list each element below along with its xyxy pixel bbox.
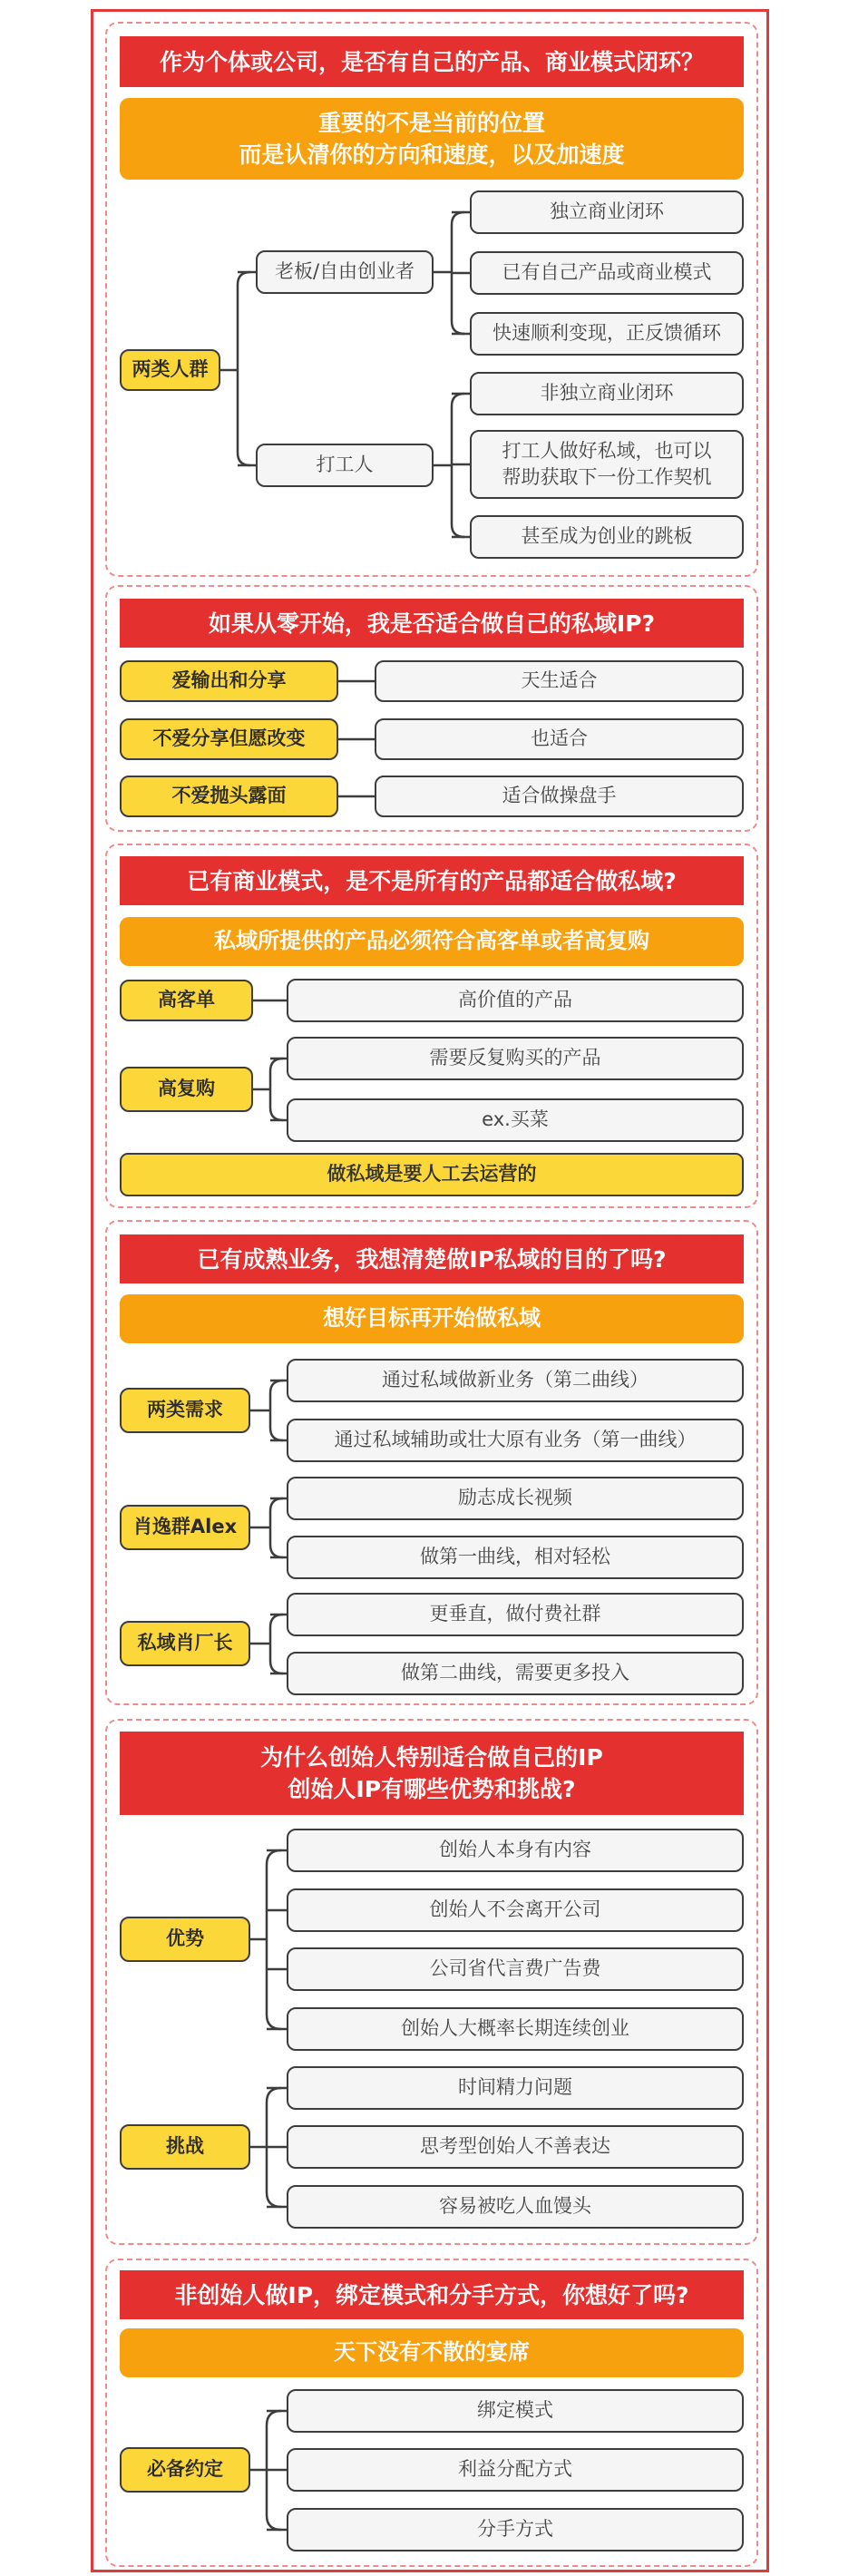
leaf-binding-mode: 绑定模式 xyxy=(287,2389,744,2433)
leaf-serial-entrepreneur: 创始人大概率长期连续创业 xyxy=(287,2007,744,2051)
section-3-title: 已有商业模式，是不是所有的产品都适合做私域? xyxy=(120,856,744,905)
section-2-title: 如果从零开始，我是否适合做自己的私域IP? xyxy=(120,599,744,648)
leaf-buy-groceries: ex.买菜 xyxy=(287,1098,744,1142)
value-born-fit: 天生适合 xyxy=(375,660,744,702)
label-love-sharing: 爱输出和分享 xyxy=(120,660,338,702)
leaf-repeat-purchase: 需要反复购买的产品 xyxy=(287,1037,744,1080)
label-camera-shy: 不爱抛头露面 xyxy=(120,776,338,817)
node-two-needs: 两类需求 xyxy=(120,1388,250,1433)
leaf-profit-sharing: 利益分配方式 xyxy=(287,2448,744,2492)
section-1-subtitle-line2: 而是认清你的方向和速度，以及加速度 xyxy=(239,141,625,168)
node-alex: 肖逸群Alex xyxy=(120,1505,250,1550)
leaf-founder-content: 创始人本身有内容 xyxy=(287,1829,744,1872)
value-also-fit: 也适合 xyxy=(375,718,744,760)
section-6-subtitle: 天下没有不散的宴席 xyxy=(120,2328,744,2377)
value-operator-fit: 适合做操盘手 xyxy=(375,776,744,817)
node-required-agreement: 必备约定 xyxy=(120,2447,250,2493)
leaf-fast-monetize: 快速顺利变现，正反馈循环 xyxy=(470,312,744,356)
leaf-paid-community: 更垂直，做付费社群 xyxy=(287,1593,744,1636)
section-1-subtitle-line1: 重要的不是当前的位置 xyxy=(317,110,545,136)
leaf-non-independent: 非独立商业闭环 xyxy=(470,372,744,415)
section-6-title: 非创始人做IP，绑定模式和分手方式，你想好了吗? xyxy=(120,2270,744,2319)
branch-employee: 打工人 xyxy=(256,444,434,487)
leaf-own-product: 已有自己产品或商业模式 xyxy=(470,251,744,295)
section-1-subtitle xyxy=(120,98,744,180)
section-1-title: 作为个体或公司，是否有自己的产品、商业模式闭环？ xyxy=(120,36,744,87)
section-5-title-line1: 为什么创始人特别适合做自己的IP xyxy=(260,1744,603,1771)
section-5-title-line2: 创始人IP有哪些优势和挑战? xyxy=(288,1776,576,1802)
leaf-independent-loop: 独立商业闭环 xyxy=(470,190,744,234)
section-5-title xyxy=(120,1732,744,1815)
leaf-growth-video: 励志成长视频 xyxy=(287,1477,744,1520)
node-advantages: 优势 xyxy=(120,1917,250,1962)
leaf-high-value-product: 高价值的产品 xyxy=(287,979,744,1022)
leaf-employee-private xyxy=(470,430,744,499)
branch-boss: 老板/自由创业者 xyxy=(256,250,434,294)
leaf-breakup-method: 分手方式 xyxy=(287,2508,744,2552)
leaf-exploited: 容易被吃人血馒头 xyxy=(287,2185,744,2229)
leaf-second-curve-invest: 做第二曲线，需要更多投入 xyxy=(287,1652,744,1695)
section-3-subtitle: 私域所提供的产品必须符合高客单或者高复购 xyxy=(120,917,744,966)
leaf-first-curve-easy: 做第一曲线，相对轻松 xyxy=(287,1536,744,1579)
leaf-time-energy: 时间精力问题 xyxy=(287,2066,744,2110)
node-high-repurchase: 高复购 xyxy=(120,1067,253,1112)
leaf-springboard: 甚至成为创业的跳板 xyxy=(470,515,744,559)
leaf-not-expressive: 思考型创始人不善表达 xyxy=(287,2125,744,2169)
leaf-second-curve: 通过私域做新业务（第二曲线） xyxy=(287,1359,744,1402)
label-willing-change: 不爱分享但愿改变 xyxy=(120,718,338,760)
leaf-employee-private-line1: 打工人做好私域，也可以 xyxy=(502,439,712,462)
section-3-footer: 做私域是要人工去运营的 xyxy=(120,1153,744,1196)
leaf-founder-stays: 创始人不会离开公司 xyxy=(287,1888,744,1932)
section-4-title: 已有成熟业务，我想清楚做IP私域的目的了吗? xyxy=(120,1234,744,1283)
section-4-subtitle: 想好目标再开始做私域 xyxy=(120,1294,744,1343)
leaf-employee-private-line2: 帮助获取下一份工作契机 xyxy=(502,466,712,488)
node-private-xiao: 私域肖厂长 xyxy=(120,1621,250,1666)
node-challenges: 挑战 xyxy=(120,2124,250,2170)
node-high-ticket: 高客单 xyxy=(120,980,253,1021)
leaf-save-ad-fees: 公司省代言费广告费 xyxy=(287,1947,744,1991)
leaf-first-curve: 通过私域辅助或壮大原有业务（第一曲线） xyxy=(287,1419,744,1462)
root-two-groups: 两类人群 xyxy=(120,349,220,391)
